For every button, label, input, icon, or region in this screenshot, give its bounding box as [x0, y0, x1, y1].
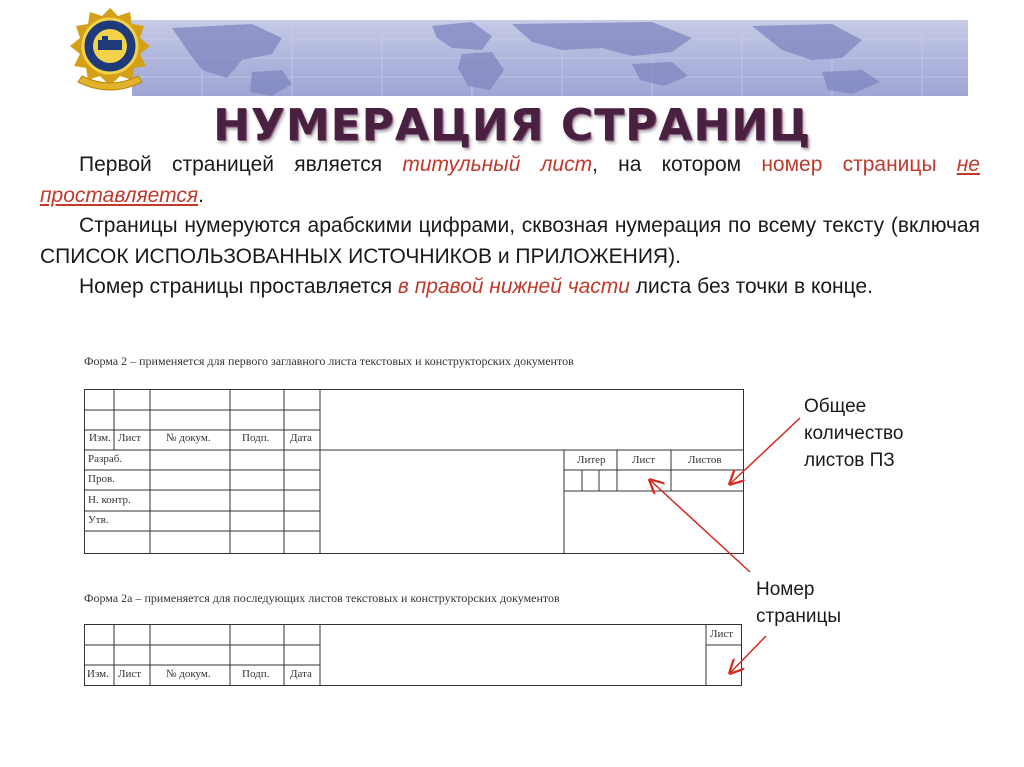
note-total-sheets: Общее количество листов ПЗ	[804, 396, 904, 471]
form2-grid	[84, 389, 744, 554]
text: листа без точки в конце.	[629, 275, 873, 298]
paragraph-title-page	[40, 150, 980, 211]
form2a-header-date: Дата	[290, 668, 312, 680]
form2-row-approved: Утв.	[88, 514, 109, 526]
text: .	[198, 183, 204, 207]
form2-row-norm-control: Н. контр.	[88, 494, 131, 506]
highlight-page-number: номер страницы	[761, 153, 957, 176]
university-emblem-logo	[58, 6, 162, 98]
form2-header-list: Лист	[118, 432, 142, 444]
form2-row-checked: Пров.	[88, 473, 115, 485]
form2a-header-izm: Изм.	[87, 668, 109, 680]
form2-header-sign: Подп.	[242, 432, 270, 444]
form2-header-sheet: Лист	[632, 454, 656, 466]
world-map-banner	[132, 20, 968, 96]
form2a-header-doc: № докум.	[166, 668, 211, 680]
form2-header-liter: Литер	[577, 454, 606, 466]
form2a-header-sign: Подп.	[242, 668, 270, 680]
form2-header-date: Дата	[290, 432, 312, 444]
text: , на котором	[592, 153, 762, 176]
paragraph-numbering	[40, 211, 980, 272]
highlight-lower-right: в правой нижней части	[397, 275, 630, 298]
body-text	[40, 150, 980, 303]
text: Первой страницей является	[79, 153, 403, 176]
paragraph-number-position	[40, 272, 980, 303]
form2-header-sheets: Листов	[688, 454, 722, 466]
slide-title: НУМЕРАЦИЯ СТРАНИЦ	[213, 100, 811, 151]
form2a-header-list: Лист	[118, 668, 142, 680]
text: Страницы нумеруются арабскими цифрами, сквозная нумерация по всему тексту (включая СПИСОК ИСПОЛЬЗОВАННЫХ ИСТОЧНИКОВ и ПРИЛОЖЕНИЯ).	[40, 214, 980, 268]
form2a-caption: Форма 2а – применяется для последующих листов текстовых и конструкторских документов	[84, 591, 560, 605]
form2-row-developed: Разраб.	[88, 453, 123, 465]
highlight-not-numbered: не проставляется	[40, 153, 980, 207]
form2-caption: Форма 2 – применяется для первого заглавного листа текстовых и конструкторских документов	[84, 352, 578, 371]
note-page-number: Номер страницы	[756, 579, 841, 627]
form2-header-doc: № докум.	[166, 432, 211, 444]
highlight-title-page: титульный лист	[402, 153, 593, 176]
form2a-header-sheet: Лист	[710, 628, 734, 640]
form2-header-izm: Изм.	[89, 432, 111, 444]
text: Номер страницы проставляется	[79, 275, 398, 298]
